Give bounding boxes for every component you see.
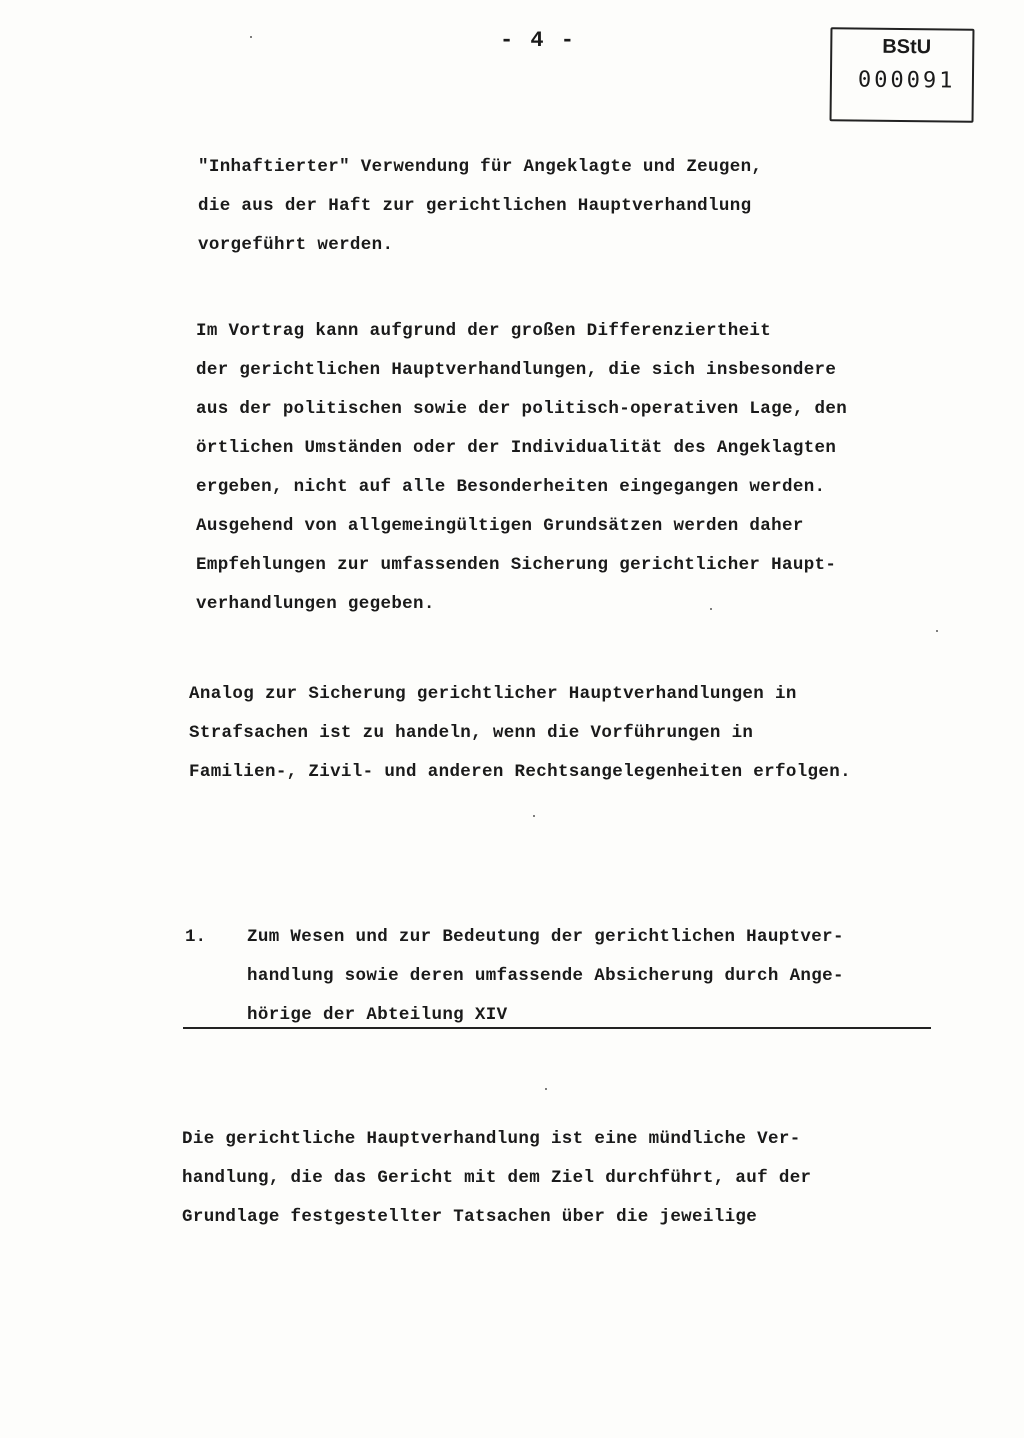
paragraph-4 bbox=[182, 1120, 811, 1237]
text-line: Strafsachen ist zu handeln, wenn die Vorführungen in bbox=[189, 723, 754, 743]
heading-underline bbox=[183, 1027, 931, 1029]
page-number: - 4 - bbox=[500, 28, 577, 53]
text-line: der gerichtlichen Hauptverhandlungen, die sich insbesondere bbox=[196, 360, 837, 380]
paragraph-3 bbox=[189, 675, 851, 792]
archive-stamp bbox=[830, 27, 975, 123]
text-line: örtlichen Umständen oder der Individualität des Angeklagten bbox=[196, 438, 837, 458]
section-number: 1. bbox=[185, 927, 207, 947]
text-line: ergeben, nicht auf alle Besonderheiten eingegangen werden. bbox=[196, 477, 826, 497]
text-line: Grundlage festgestellter Tatsachen über die jeweilige bbox=[182, 1207, 758, 1227]
text-line: aus der politischen sowie der politisch-operativen Lage, den bbox=[196, 399, 848, 419]
text-line: Im Vortrag kann aufgrund der großen Differenziertheit bbox=[196, 321, 772, 341]
scan-speck bbox=[710, 608, 712, 610]
text-line: Empfehlungen zur umfassenden Sicherung gerichtlicher Haupt- bbox=[196, 555, 837, 575]
text-line: Die gerichtliche Hauptverhandlung ist eine mündliche Ver- bbox=[182, 1129, 801, 1149]
paragraph-2 bbox=[196, 312, 847, 624]
scan-speck bbox=[545, 1088, 547, 1090]
scan-speck bbox=[250, 36, 252, 38]
text-line: Analog zur Sicherung gerichtlicher Hauptverhandlungen in bbox=[189, 684, 797, 704]
scan-speck bbox=[533, 815, 535, 817]
stamp-label: BStU bbox=[882, 35, 932, 59]
scan-speck bbox=[936, 630, 938, 632]
text-line: handlung, die das Gericht mit dem Ziel durchführt, auf der bbox=[182, 1168, 812, 1188]
paragraph-1 bbox=[198, 148, 762, 265]
section-heading bbox=[247, 918, 844, 1035]
text-line: "Inhaftierter" Verwendung für Angeklagte und Zeugen, bbox=[198, 157, 763, 177]
stamp-number: 000091 bbox=[857, 67, 956, 94]
text-line: Familien-, Zivil- und anderen Rechtsangelegenheiten erfolgen. bbox=[189, 762, 851, 782]
text-line: verhandlungen gegeben. bbox=[196, 594, 435, 614]
text-line: die aus der Haft zur gerichtlichen Hauptverhandlung bbox=[198, 196, 752, 216]
text-line: Ausgehend von allgemeingültigen Grundsätzen werden daher bbox=[196, 516, 804, 536]
heading-line: hörige der Abteilung XIV bbox=[247, 1005, 508, 1025]
text-line: vorgeführt werden. bbox=[198, 235, 394, 255]
heading-line: Zum Wesen und zur Bedeutung der gerichtlichen Hauptver- bbox=[247, 927, 844, 947]
heading-line: handlung sowie deren umfassende Absicherung durch Ange- bbox=[247, 966, 844, 986]
